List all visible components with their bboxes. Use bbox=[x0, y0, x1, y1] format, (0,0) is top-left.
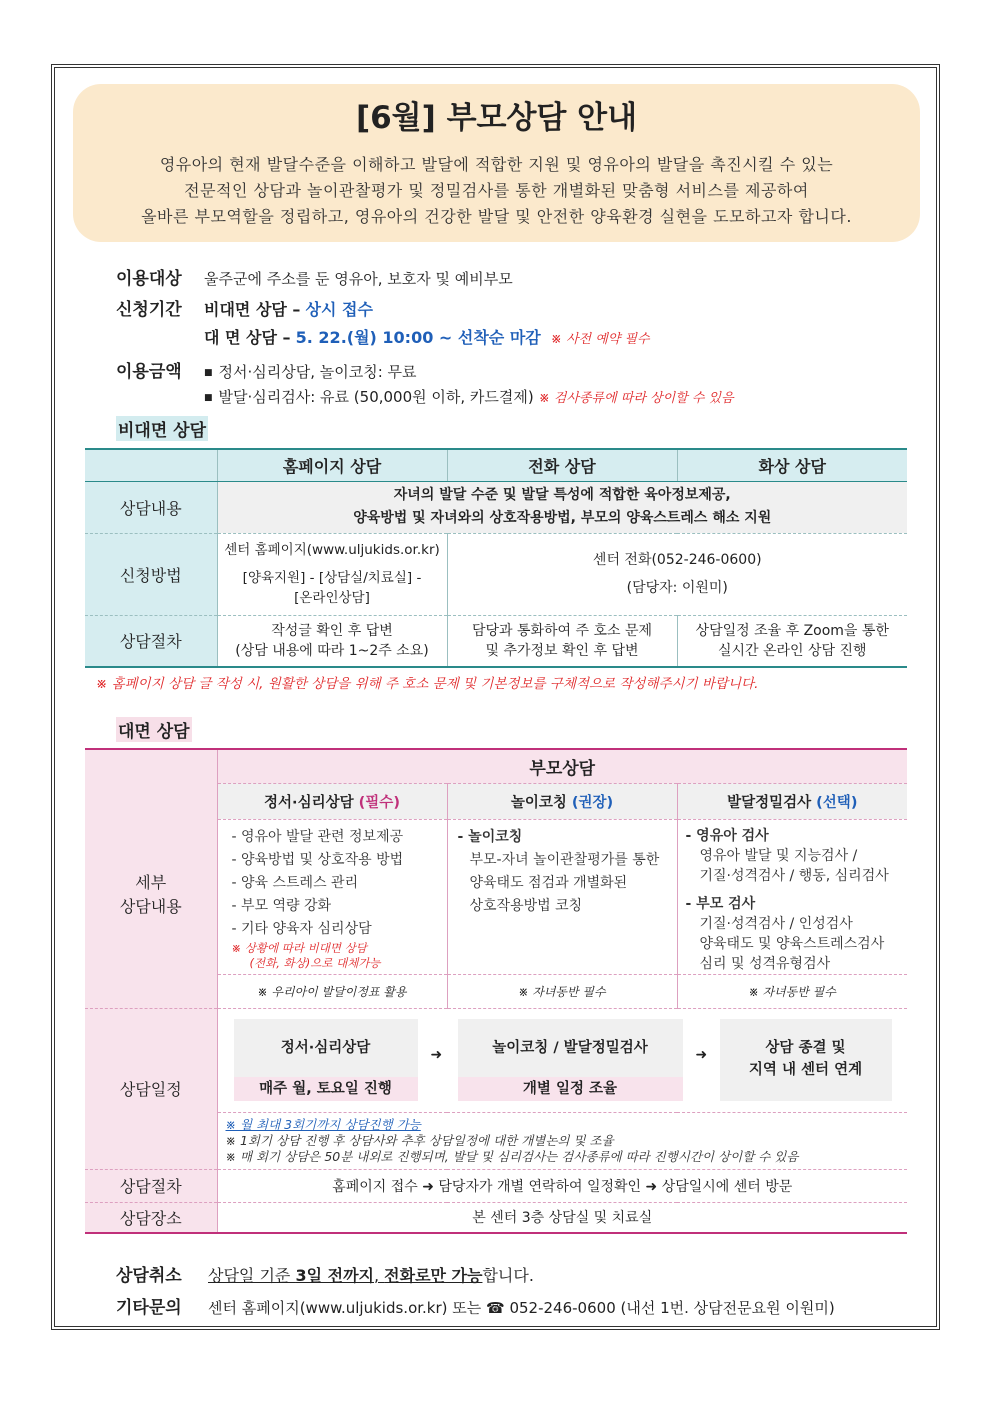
method-home-line: [양육지원] - [상담실/치료실] - bbox=[242, 570, 422, 586]
flow-step-1-sub: 매주 월, 토요일 진행 bbox=[234, 1077, 418, 1101]
proc-label: 상담절차 bbox=[85, 615, 217, 667]
target-label: 이용대상 bbox=[116, 269, 182, 289]
flow-cell bbox=[217, 1008, 907, 1112]
arrow-icon: ➜ bbox=[430, 1046, 443, 1063]
list-item: 상호작용방법 코칭 bbox=[469, 897, 583, 914]
cancel-text: , bbox=[373, 1266, 385, 1285]
period-face-row bbox=[116, 325, 650, 348]
header-box bbox=[73, 84, 920, 242]
detail-label-line: 세부 bbox=[135, 873, 167, 893]
cancel-row bbox=[116, 1261, 534, 1286]
cancel-text: 상담일 기준 bbox=[208, 1266, 296, 1285]
inquiry-row bbox=[116, 1293, 835, 1318]
detail-label-line: 상담내용 bbox=[119, 897, 182, 917]
flow-step-1 bbox=[234, 1019, 418, 1101]
flow-step-2-sub: 개별 일정 조율 bbox=[458, 1077, 683, 1101]
sub1-label: 정서·심리상담 bbox=[264, 794, 354, 811]
content-line: 양육방법 및 자녀와의 상호작용방법, 부모의 양육스트레스 해소 지원 bbox=[353, 510, 772, 526]
flow-note: ※ 1회기 상담 진행 후 상담사와 추후 상담일정에 대한 개별논의 및 조율 bbox=[225, 1132, 614, 1148]
proc-line: 실시간 온라인 상담 진행 bbox=[717, 642, 867, 659]
method-phone-line: (담당자: 이원미) bbox=[626, 580, 728, 596]
method-label: 신청방법 bbox=[85, 533, 217, 615]
flow-step-2 bbox=[458, 1019, 683, 1101]
nonface-table bbox=[85, 448, 907, 668]
cancel-label: 상담취소 bbox=[116, 1266, 182, 1286]
header-video: 화상 상담 bbox=[677, 449, 907, 481]
cancel-text: 합니다. bbox=[482, 1266, 534, 1285]
sub-header-2 bbox=[447, 783, 677, 819]
method-phone bbox=[447, 533, 907, 615]
header-empty bbox=[85, 449, 217, 481]
face-proc-label: 상담절차 bbox=[85, 1169, 217, 1202]
period-face: 대 면 상담 – bbox=[204, 328, 291, 347]
main-header: 부모상담 bbox=[217, 749, 907, 783]
flow-step-2-title: 놀이코칭 / 발달정밀검사 bbox=[492, 1039, 648, 1056]
list-item: 심리 및 성격유형검사 bbox=[699, 955, 831, 972]
col1-list bbox=[217, 819, 447, 974]
intro-text bbox=[73, 152, 920, 230]
content-cell bbox=[217, 481, 907, 533]
flow-note: ※ 매 회기 상담은 50분 내외로 진행되며, 발달 및 심리검사는 검사종류에 따라 진행시간이 상이할 수 있음 bbox=[225, 1148, 799, 1164]
inquiry-value: 센터 홈페이지(www.uljukids.or.kr) 또는 ☎ 052-246-0600 (내선 1번. 상담전문요원 이원미) bbox=[208, 1299, 835, 1317]
sub2-tag: (권장) bbox=[571, 794, 614, 811]
detail-label bbox=[85, 783, 217, 1008]
list-item: - 기타 양육자 심리상담 bbox=[231, 920, 372, 937]
method-home-line: 센터 홈페이지(www.uljukids.or.kr) bbox=[224, 542, 440, 558]
sub-header-1 bbox=[217, 783, 447, 819]
fee-1: 정서·심리상담, 놀이코칭: 무료 bbox=[218, 363, 417, 381]
empty-label bbox=[85, 749, 217, 783]
target-value: 울주군에 주소를 둔 영유아, 보호자 및 예비부모 bbox=[204, 270, 513, 288]
flow-note: ※ 월 최대 3회기까지 상담진행 가능 bbox=[225, 1116, 421, 1132]
fee-label: 이용금액 bbox=[116, 362, 182, 382]
target-row bbox=[116, 264, 513, 289]
period-label: 신청기간 bbox=[116, 300, 182, 320]
list-item: - 영유아 발달 관련 정보제공 bbox=[231, 828, 404, 845]
proc-video bbox=[677, 615, 907, 667]
proc-line: 및 추가정보 확인 후 답변 bbox=[485, 642, 639, 659]
sub-header-3 bbox=[677, 783, 907, 819]
header-home: 홈페이지 상담 bbox=[217, 449, 447, 481]
list-item: 영유아 발달 및 지능검사 / bbox=[699, 847, 858, 864]
sub1-tag: (필수) bbox=[358, 794, 400, 811]
list-item: - 부모 역량 강화 bbox=[231, 897, 332, 914]
method-home bbox=[217, 533, 447, 615]
proc-line: (상담 내용에 따라 1~2주 소요) bbox=[235, 642, 429, 659]
flow-step-3 bbox=[720, 1019, 892, 1101]
list-item: 양육태도 점검과 개별화된 bbox=[469, 874, 628, 891]
fee-row-2 bbox=[116, 386, 734, 407]
period-row bbox=[116, 295, 373, 320]
flow-step-3-title: 지역 내 센터 연계 bbox=[748, 1061, 863, 1078]
proc-phone bbox=[447, 615, 677, 667]
face-table bbox=[85, 748, 907, 1234]
period-nonface: 비대면 상담 – bbox=[204, 300, 301, 319]
content-line: 자녀의 발달 수준 및 발달 특성에 적합한 육아정보제공, bbox=[393, 487, 731, 503]
face-section-title: 대면 상담 bbox=[116, 717, 192, 742]
proc-line: 담당과 통화하여 주 호소 문제 bbox=[471, 622, 653, 639]
schedule-label: 상담일정 bbox=[85, 1008, 217, 1169]
list-item: - 양육 스트레스 관리 bbox=[231, 874, 359, 891]
list-item: 기질·성격검사 / 행동, 심리검사 bbox=[699, 867, 889, 884]
period-face-value: 5. 22.(월) 10:00 ~ 선착순 마감 bbox=[295, 328, 541, 347]
place-label: 상담장소 bbox=[85, 1202, 217, 1233]
col3-list bbox=[677, 819, 907, 974]
place-value: 본 센터 3층 상담실 및 치료실 bbox=[472, 1210, 653, 1227]
col2-head: - 놀이코칭 bbox=[457, 828, 523, 845]
fee-2-note: ※ 검사종류에 따라 상이할 수 있음 bbox=[538, 391, 734, 406]
col3-head: - 영유아 검사 bbox=[685, 827, 769, 844]
nonface-note: ※ 홈페이지 상담 글 작성 시, 원활한 상담을 위해 주 호소 문제 및 기본정보를 구체적으로 작성해주시기 바랍니다. bbox=[96, 676, 759, 692]
flow-step-3-title: 상담 종결 및 bbox=[765, 1039, 846, 1056]
page-title: [6월] 부모상담 안내 bbox=[355, 100, 638, 136]
col2-note-row: ※ 자녀동반 필수 bbox=[447, 974, 677, 1008]
col1-note-row: ※ 우리아이 발달이정표 활용 bbox=[217, 974, 447, 1008]
cancel-bold: 전화로만 가능 bbox=[384, 1266, 483, 1285]
proc-line: 상담일정 조율 후 Zoom을 통한 bbox=[695, 622, 889, 639]
col1-note: ※ 상황에 따라 비대면 상담 bbox=[231, 940, 367, 955]
method-phone-line: 센터 전화(052-246-0600) bbox=[592, 552, 762, 568]
arrow-icon: ➜ bbox=[695, 1046, 708, 1063]
bullet-icon: ■ bbox=[204, 367, 213, 378]
header-phone: 전화 상담 bbox=[447, 449, 677, 481]
fee-row bbox=[116, 357, 417, 382]
sub3-label: 발달정밀검사 bbox=[727, 794, 812, 811]
proc-home bbox=[217, 615, 447, 667]
flow-step-1-title: 정서·심리상담 bbox=[280, 1039, 371, 1056]
method-home-line: [온라인상담] bbox=[294, 590, 370, 606]
list-item: 양육태도 및 양육스트레스검사 bbox=[699, 935, 885, 952]
cancel-value bbox=[208, 1266, 482, 1285]
col3-head: - 부모 검사 bbox=[685, 895, 756, 912]
inquiry-label: 기타문의 bbox=[116, 1298, 182, 1318]
list-item: - 양육방법 및 상호작용 방법 bbox=[231, 851, 404, 868]
period-nonface-value: 상시 접수 bbox=[305, 300, 373, 319]
intro-line: 영유아의 현재 발달수준을 이해하고 발달에 적합한 지원 및 영유아의 발달을 촉진시킬 수 있는 bbox=[159, 155, 834, 174]
list-item: 기질·성격검사 / 인성검사 bbox=[699, 915, 853, 932]
sub2-label: 놀이코칭 bbox=[510, 794, 567, 811]
bullet-icon: ■ bbox=[204, 392, 213, 403]
col2-list bbox=[447, 819, 677, 974]
period-face-note: ※ 사전 예약 필수 bbox=[550, 332, 650, 347]
col3-note-row: ※ 자녀동반 필수 bbox=[677, 974, 907, 1008]
nonface-section-title: 비대면 상담 bbox=[116, 416, 208, 441]
intro-line: 전문적인 상담과 놀이관찰평가 및 정밀검사를 통한 개별화된 맞춤형 서비스를 제공하여 bbox=[184, 181, 809, 200]
col1-note: (전화, 화상)으로 대체가능 bbox=[249, 955, 381, 970]
content-label: 상담내용 bbox=[85, 481, 217, 533]
list-item: 부모-자녀 놀이관찰평가를 통한 bbox=[469, 851, 660, 868]
sub3-tag: (선택) bbox=[816, 794, 858, 811]
face-proc-value: 홈페이지 접수 ➜ 담당자가 개별 연락하여 일정확인 ➜ 상담일시에 센터 방문 bbox=[217, 1169, 907, 1202]
fee-2: 발달·심리검사: 유료 (50,000원 이하, 카드결제) bbox=[218, 388, 534, 406]
flow-notes bbox=[217, 1112, 907, 1169]
cancel-bold: 3일 전까지 bbox=[295, 1266, 374, 1285]
proc-line: 작성글 확인 후 답변 bbox=[271, 622, 393, 639]
intro-line: 올바른 부모역할을 정립하고, 영유아의 건강한 발달 및 안전한 양육환경 실현을 도모하고자 합니다. bbox=[141, 207, 852, 226]
